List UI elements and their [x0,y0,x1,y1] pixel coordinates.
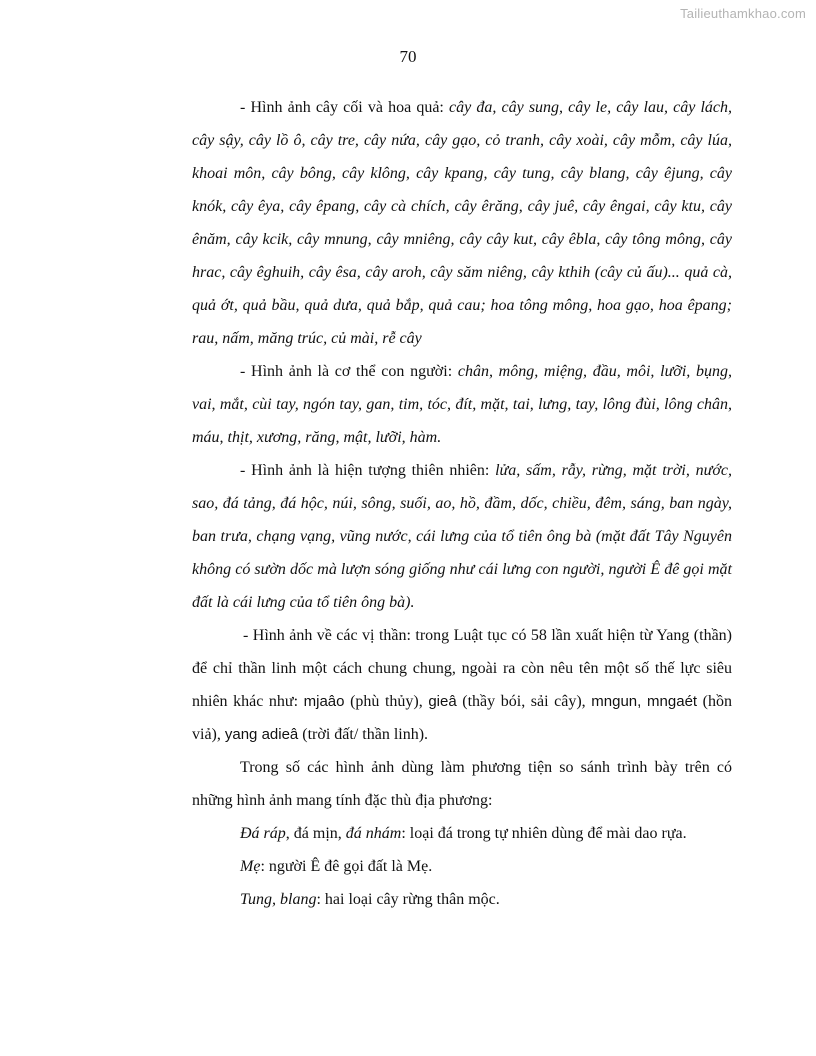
paragraph-local-images: Trong số các hình ảnh dùng làm phương tiện so sánh trình bày trên có những hình ảnh mang tính đặc thù địa phương: [192,759,732,809]
spirit-gloss: (trời đất/ thần linh). [298,726,429,743]
spirit-gloss: (hồn viả), [192,693,733,743]
definition-text: : loại đá trong tự nhiên dùng để mài dao rựa. [401,825,687,842]
paragraph-lead: - Hình ảnh là hiện tượng thiên nhiên: [240,462,496,479]
paragraph-lead: - Hình ảnh cây cối và hoa quả: [240,99,450,116]
watermark: Tailieuthamkhao.com [680,6,806,21]
paragraph-items: chân, mông, miệng, đầu, môi, lưỡi, bụng, vai, mắt, cùi tay, ngón tay, gan, tim, tóc, đít, mặt, tai, lưng, tay, lông đùi, lông chân, máu, thịt, xương, răng, mật, lưỡi, hàm. [192,363,732,446]
spirit-term: gieâ [428,693,457,710]
spirit-gloss: (phù thủy), [344,693,429,710]
spirit-term: mjaâo [303,693,345,710]
definition-text: : người Ê đê gọi đất là Mẹ. [260,858,433,875]
paragraph-spirits [192,619,732,751]
paragraph-lead: - Hình ảnh là cơ thể con người: [240,363,458,380]
definition-mother [192,850,732,883]
definition-stone [192,817,732,850]
definition-term: đá nhám [345,825,402,842]
definition-trees [192,883,732,916]
paragraph-items: lửa, sấm, rẫy, rừng, mặt trời, nước, sao, đá tảng, đá hộc, núi, sông, suối, ao, hồ, đầm, dốc, chiều, đêm, sáng, ban ngày, ban trưa, chạng vạng, vũng nước, cái lưng của tổ tiên ông bà (mặt đất Tây Nguyên không có sườn dốc mà lượn sóng giống như cái lưng con người, người Ê đê gọi mặt đất là cái lưng của tổ tiên ông bà). [192,462,732,611]
definition-term: Tung, blang [240,891,317,908]
spirit-term: mngun, mngaét [591,693,698,710]
definition-text: : hai loại cây rừng thân mộc. [316,891,500,908]
spirit-gloss: (thầy bói, sải cây), [456,693,592,710]
definition-term: Đá ráp [240,825,286,842]
definition-term: Mẹ [240,858,261,875]
paragraph-items: cây đa, cây sung, cây le, cây lau, cây lách, cây sậy, cây lồ ô, cây tre, cây nứa, cây gạo, cỏ tranh, cây xoài, cây mỗm, cây lúa, khoai môn, cây bông, cây klông, cây kpang, cây tung, cây blang, cây êjung, cây knók, cây êya, cây êpang, cây cà chích, cây êrăng, cây juê, cây êngai, cây ktu, cây ênăm, cây kcik, cây mnung, cây mniêng, cây cây kut, cây êbla, cây tông mông, cây hrac, cây êghuih, cây êsa, cây aroh, cây săm niêng, cây kthih (cây củ ấu)... quả cà, quả ớt, quả bầu, quả dưa, quả bắp, quả cau; hoa tông mông, hoa gạo, hoa êpang; rau, nấm, măng trúc, củ mài, rễ cây [192,99,733,347]
paragraph-lead: - Hình ảnh về các vị thần: trong Luật tục có 58 lần xuất hiện từ Yang (thần) để chỉ thần linh một cách chung chung, ngoài ra còn nêu tên một số thế lực siêu nhiên khác như: [192,627,732,710]
paragraph-body-parts [192,355,732,454]
definition-text: , đá mịn, [285,825,346,842]
document-body [192,91,732,916]
spirit-term: yang adieâ [224,726,299,743]
paragraph-trees [192,91,732,355]
page-number: 70 [399,47,417,66]
paragraph-nature [192,454,732,619]
